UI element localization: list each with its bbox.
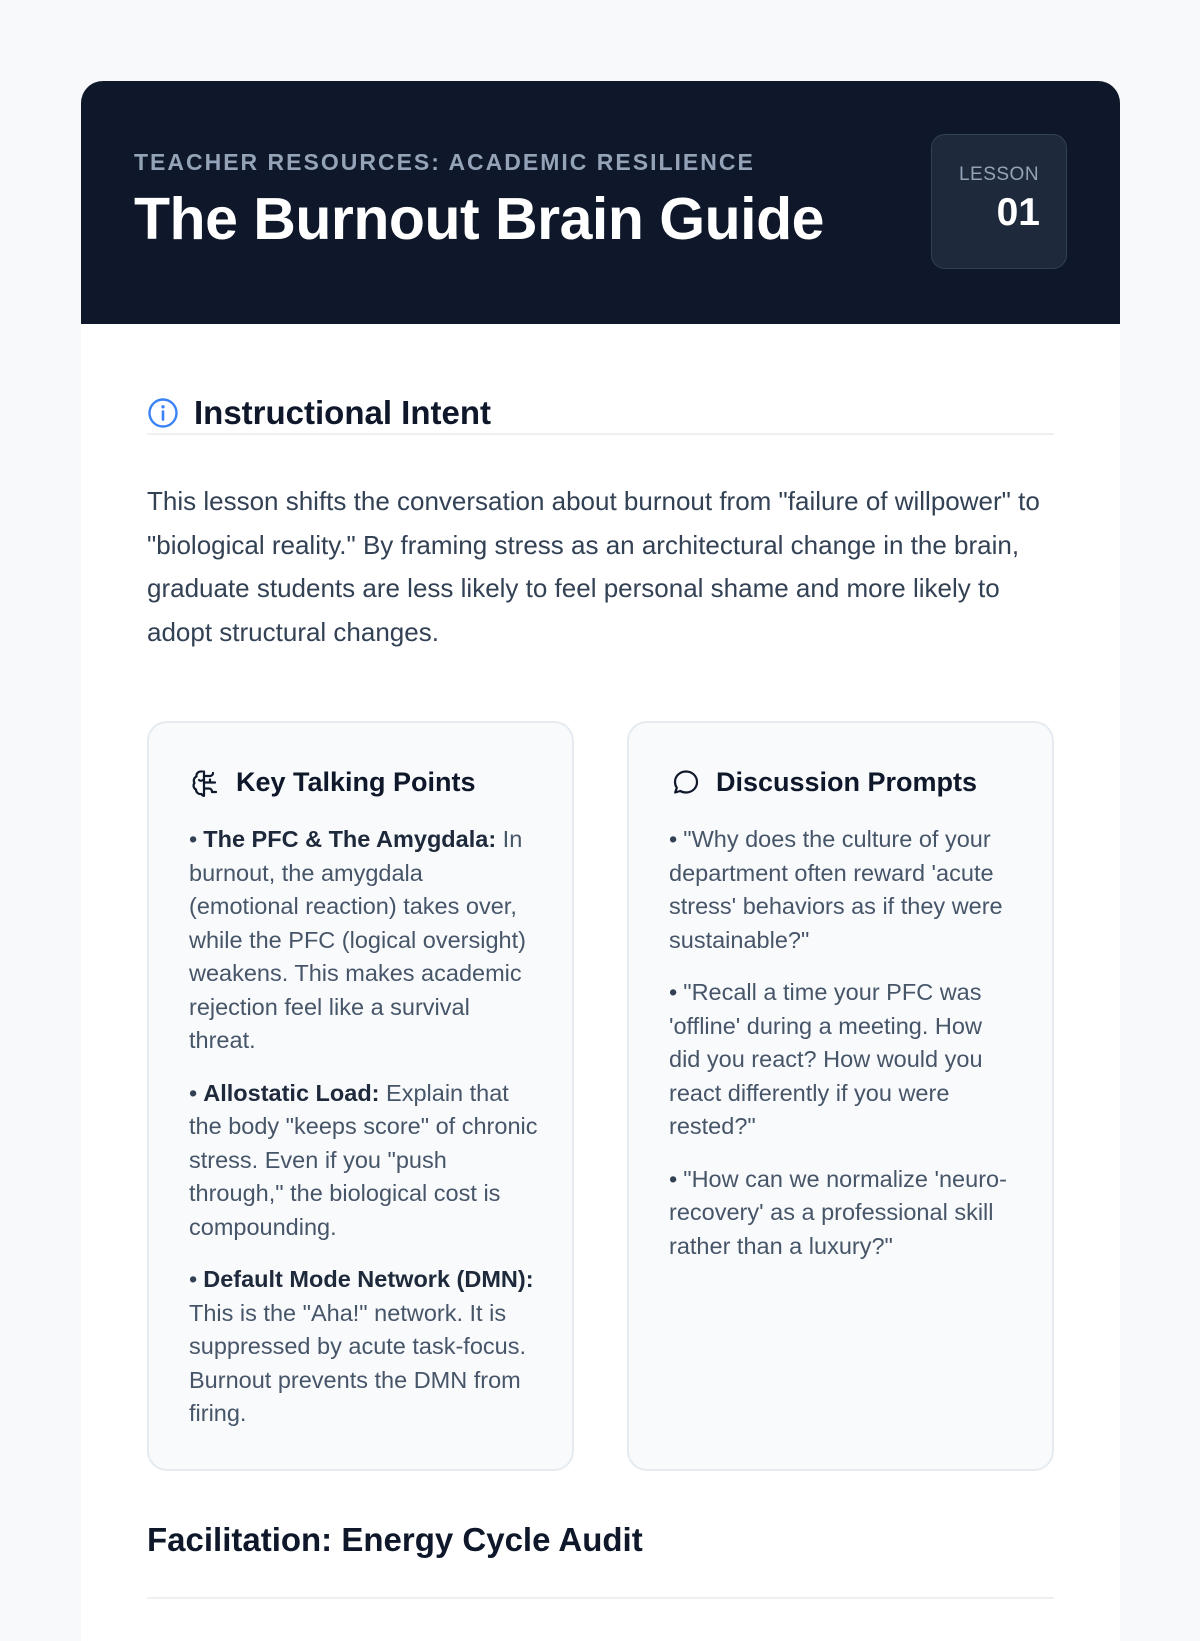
lesson-badge (931, 134, 1067, 269)
bullet-icon: • (189, 1266, 198, 1292)
bullet-icon: • (189, 1079, 198, 1106)
bullet-icon: • (669, 826, 678, 852)
brain-icon (189, 767, 221, 799)
discussion-prompt-text: "Why does the culture of your department often reward 'acute stress' behaviors as if they were sustainable?" (669, 826, 1003, 953)
facilitation-heading: Facilitation: Energy Cycle Audit (147, 1521, 643, 1558)
intent-heading: Instructional Intent (194, 394, 491, 431)
eyebrow-label: TEACHER RESOURCES: ACADEMIC RESILIENCE (134, 149, 755, 175)
bullet-icon: • (669, 1165, 678, 1192)
list-item (189, 823, 539, 1058)
list-item (669, 823, 1019, 957)
talking-point-text: Explain that the body "keeps score" of chronic stress. Even if you "push through," the biological cost is compounding. (189, 1079, 538, 1240)
talking-point-term: Allostatic Load: (203, 1079, 380, 1106)
list-item (189, 1077, 539, 1245)
talking-point-text: This is the "Aha!" network. It is suppressed by acute task-focus. Burnout prevents the DMN from firing. (189, 1299, 527, 1426)
talking-points-panel (147, 721, 574, 1471)
page-title: The Burnout Brain Guide (134, 186, 824, 252)
lesson-card (81, 81, 1120, 1641)
intent-body: This lesson shifts the conversation about burnout from "failure of willpower" to "biological reality." By framing stress as an architectural change in the brain, graduate students are less likely to feel personal shame and more likely to adopt structural changes. (147, 486, 1040, 647)
discussion-prompt-text: "How can we normalize 'neuro-recovery' as a professional skill rather than a luxury?" (669, 1165, 1007, 1259)
discussion-prompt-text: "Recall a time your PFC was 'offline' during a meeting. How did you react? How would you react differently if you were rested?" (669, 979, 983, 1139)
info-icon (147, 397, 179, 429)
talking-point-text: In burnout, the amygdala (emotional reaction) takes over, while the PFC (logical oversight) weakens. This makes academic rejection feel like a survival threat. (189, 826, 526, 1053)
speech-bubble-icon (669, 767, 701, 799)
list-item (189, 1263, 539, 1431)
bullet-icon: • (669, 979, 678, 1005)
talking-points-heading: Key Talking Points (236, 767, 476, 797)
discussion-prompts-heading: Discussion Prompts (716, 767, 978, 797)
section-divider (147, 1597, 1054, 1599)
discussion-prompts-list (669, 823, 1019, 1282)
lesson-header (81, 81, 1120, 324)
list-item (669, 976, 1019, 1144)
intent-section-header (147, 391, 1054, 435)
talking-point-term: The PFC & The Amygdala: (203, 826, 497, 852)
bullet-icon: • (189, 826, 198, 852)
lesson-label: LESSON (958, 164, 1040, 185)
talking-point-term: Default Mode Network (DMN): (203, 1266, 534, 1292)
discussion-prompts-panel (627, 721, 1054, 1471)
lesson-number: 01 (996, 191, 1040, 234)
talking-points-list (189, 823, 539, 1450)
list-item (669, 1163, 1019, 1264)
